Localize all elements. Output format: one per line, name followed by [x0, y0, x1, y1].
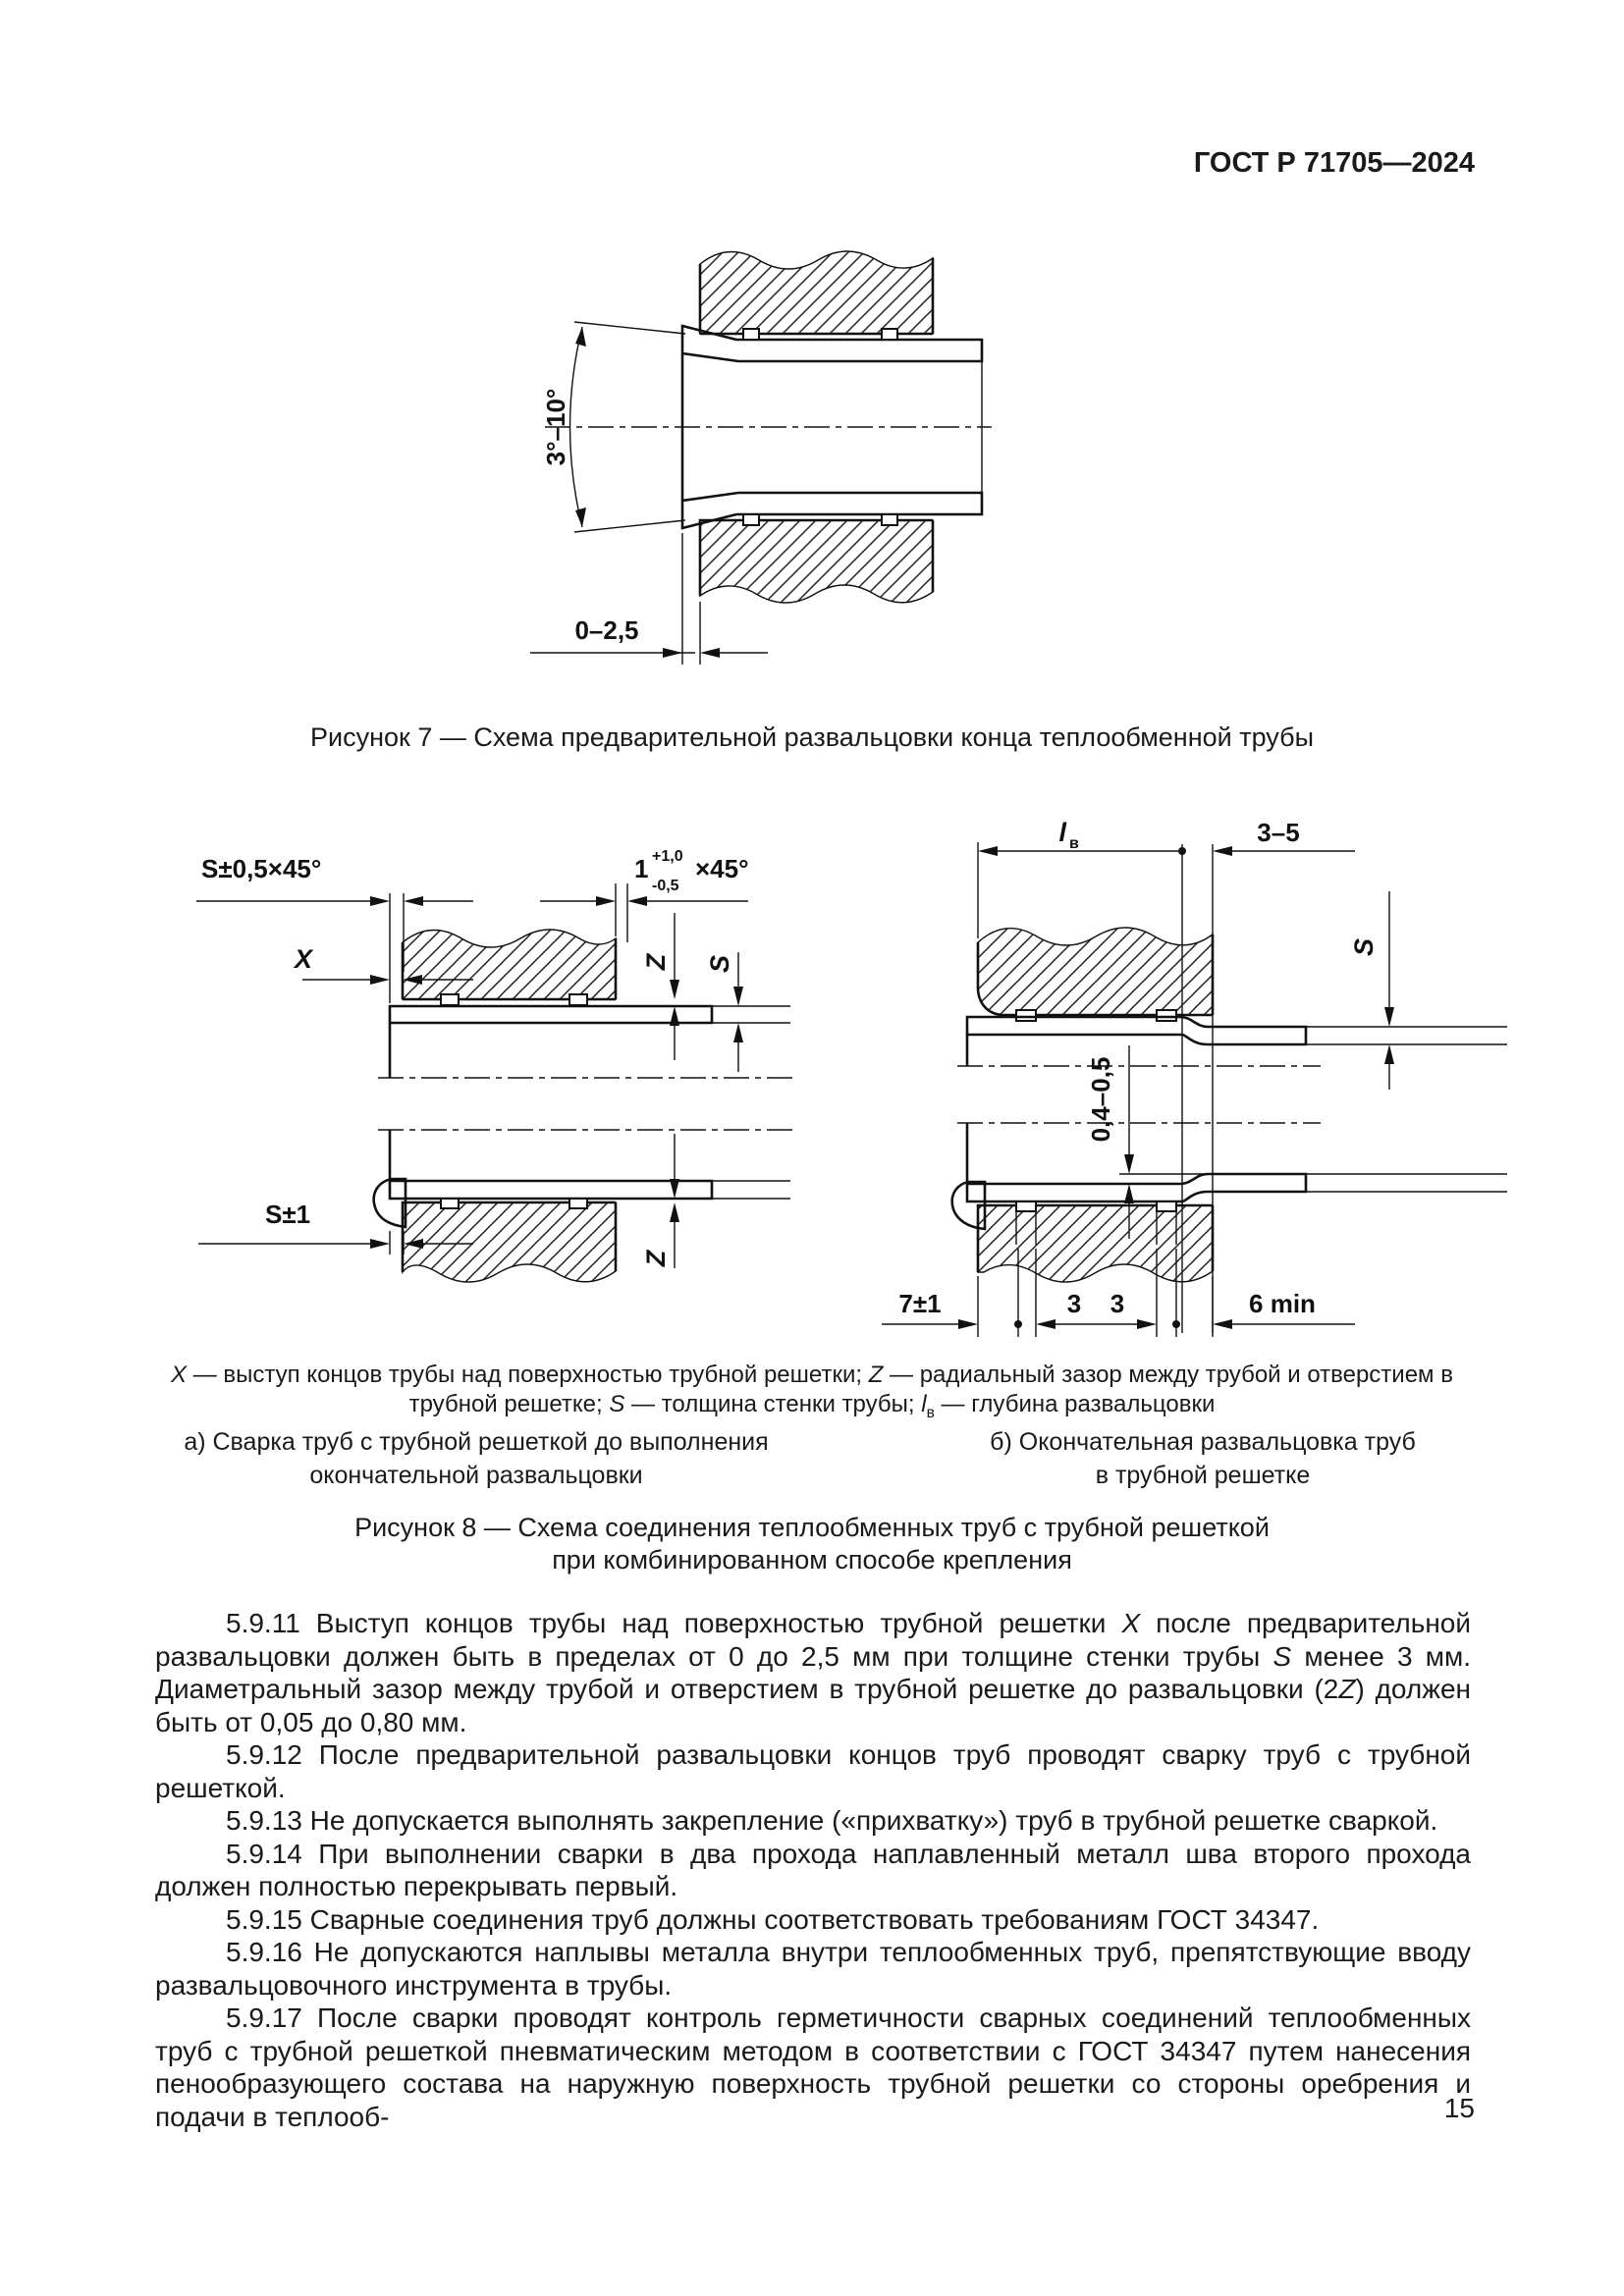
paragraph-5-9-14: 5.9.14 При выполнении сварки в два прохода наплавленный металл шва второго прохода должен полностью перекрывать первый.	[155, 1838, 1471, 1901]
fig7-protrusion-label: 0–2,5	[574, 615, 639, 645]
figure8b-subcaption	[874, 1425, 1532, 1492]
fig8a-wall-label: S	[705, 954, 734, 974]
document-header: ГОСТ Р 71705—2024	[1193, 147, 1475, 179]
fig8b-groove1-label: 3	[1066, 1289, 1082, 1318]
fig8a-chamfer-hole-tail: ×45°	[695, 854, 749, 883]
figure8-caption-line2: при комбинированном способе крепления	[552, 1545, 1072, 1575]
fig8b-wall-dimension	[1349, 891, 1394, 1090]
fig8a-chamfer-hole-minus: -0,5	[652, 878, 679, 894]
fig8b-tube-sheet-bottom	[978, 1205, 1213, 1282]
fig8b-wall-label: S	[1349, 937, 1379, 957]
fig8a-gap-bottom-dimension	[641, 1134, 679, 1268]
paragraph-5-9-17: 5.9.17 После сварки проводят контроль герметичности сварных соединений теплообменных труб с трубной решеткой пневматическим методом в соответствии с ГОСТ 34347 путем нанесения пенообразующего состава на наружную поверхность трубной решетки со стороны оребрения и подачи в теплооб-	[155, 2002, 1471, 2132]
fig8a-tube-wall-bottom	[390, 1130, 790, 1199]
figure8b-subcaption-line1: б) Окончательная развальцовка труб	[990, 1428, 1416, 1456]
fig8a-chamfer-hole-dimension	[540, 848, 749, 942]
paragraph-5-9-13: 5.9.13 Не допускается выполнять закрепление («прихватку») труб в трубной решетке сваркой.	[226, 1805, 1438, 1836]
fig8a-weld-label: S±1	[265, 1200, 311, 1229]
fig8a-tube-wall-top	[390, 1006, 790, 1078]
fig8b-depth-label: l	[1058, 818, 1066, 847]
fig8b-groove2-label: 3	[1110, 1289, 1125, 1318]
fig8a-chamfer-hole-base: 1	[634, 854, 649, 883]
page-number: 15	[1443, 2093, 1475, 2123]
figure8-caption-line1: Рисунок 8 — Схема соединения теплообменных труб с трубной решеткой	[354, 1513, 1270, 1542]
fig8b-tube-wall-top	[967, 1017, 1507, 1066]
fig8b-lug	[1157, 1010, 1176, 1021]
figure8b-subcaption-line2: в трубной решетке	[1095, 1462, 1311, 1489]
fig8a-chamfer-tube-label: S±0,5×45°	[201, 854, 322, 883]
fig8a-gap-top-dimension	[641, 913, 679, 1060]
paragraph-5-9-15: 5.9.15 Сварные соединения труб должны соответствовать требованиям ГОСТ 34347.	[226, 1903, 1320, 1935]
fig8b-edge-min-label: 6 min	[1249, 1289, 1316, 1318]
fig8b-depth-sub: в	[1069, 835, 1079, 852]
paragraph-5-9-12: 5.9.12 После предварительной развальцовки концов труб проводят сварку труб с трубной решеткой.	[155, 1739, 1471, 1803]
fig8a-tube-sheet-top	[403, 930, 616, 999]
fig8b-tube-wall-bottom	[967, 1123, 1507, 1201]
fig8a-lug	[569, 994, 587, 1005]
fig7-angle-label: 3°–10°	[541, 388, 570, 466]
figure8a-subcaption	[147, 1425, 805, 1492]
figure8-caption	[154, 1512, 1470, 1576]
figure8a-subcaption-line1: а) Сварка труб с трубной решеткой до выполнения	[184, 1428, 769, 1456]
fig8a-lug	[441, 994, 459, 1005]
fig8b-face-offset-label: 3–5	[1257, 818, 1300, 847]
fig7-tube-sheet-lower	[700, 520, 933, 603]
figure7-drawing	[471, 221, 1100, 682]
fig8b-tube-sheet-top	[978, 928, 1213, 1015]
figure8b-drawing	[874, 795, 1561, 1384]
figure8a-drawing	[147, 815, 835, 1364]
paragraph-5-9-16: 5.9.16 Не допускаются наплывы металла внутри теплообменных труб, препятствующие вводу развальцовочного инструмента в трубы.	[155, 1937, 1471, 2001]
fig8b-lug	[1016, 1010, 1036, 1021]
fig7-tube-sheet-upper	[700, 251, 933, 334]
figure7-caption: Рисунок 7 — Схема предварительной развальцовки конца теплообменной трубы	[310, 722, 1314, 752]
fig8b-step-label: 0,4–0,5	[1086, 1056, 1115, 1143]
fig8a-chamfer-hole-plus: +1,0	[652, 848, 683, 865]
body-text	[155, 1607, 1471, 2133]
figure8-legend: X — выступ концов трубы над поверхностью трубной решетки; Z — радиальный зазор между трубой и отверстием в трубной решетке; S — толщина стенки трубы; $l_в$ — глубина развальцовки	[171, 1362, 1453, 1421]
fig8a-tube-sheet-bottom	[403, 1202, 616, 1282]
figure8a-subcaption-line2: окончательной развальцовки	[309, 1462, 643, 1489]
fig8a-lug	[569, 1199, 587, 1208]
fig8b-face-offset-dimension	[1213, 818, 1355, 856]
fig8a-lug	[441, 1199, 459, 1208]
fig8a-gap-bottom-label: Z	[641, 1250, 671, 1267]
fig8a-protrusion-label: X	[295, 944, 313, 974]
fig8b-depth-dimension	[978, 818, 1186, 938]
fig8b-weld-zone-label: 7±1	[898, 1289, 942, 1318]
paragraph-5-9-11: 5.9.11 Выступ концов трубы над поверхностью трубной решетки X после предварительной развальцовки должен быть в пределах от 0 до 2,5 мм при толщине стенки трубы S менее 3 мм. Диаметральный зазор между трубой и отверстием в трубной решетке до развальцовки (2Z) должен быть от 0,05 до 0,80 мм.	[155, 1608, 1471, 1737]
fig8a-gap-top-label: Z	[641, 953, 671, 971]
